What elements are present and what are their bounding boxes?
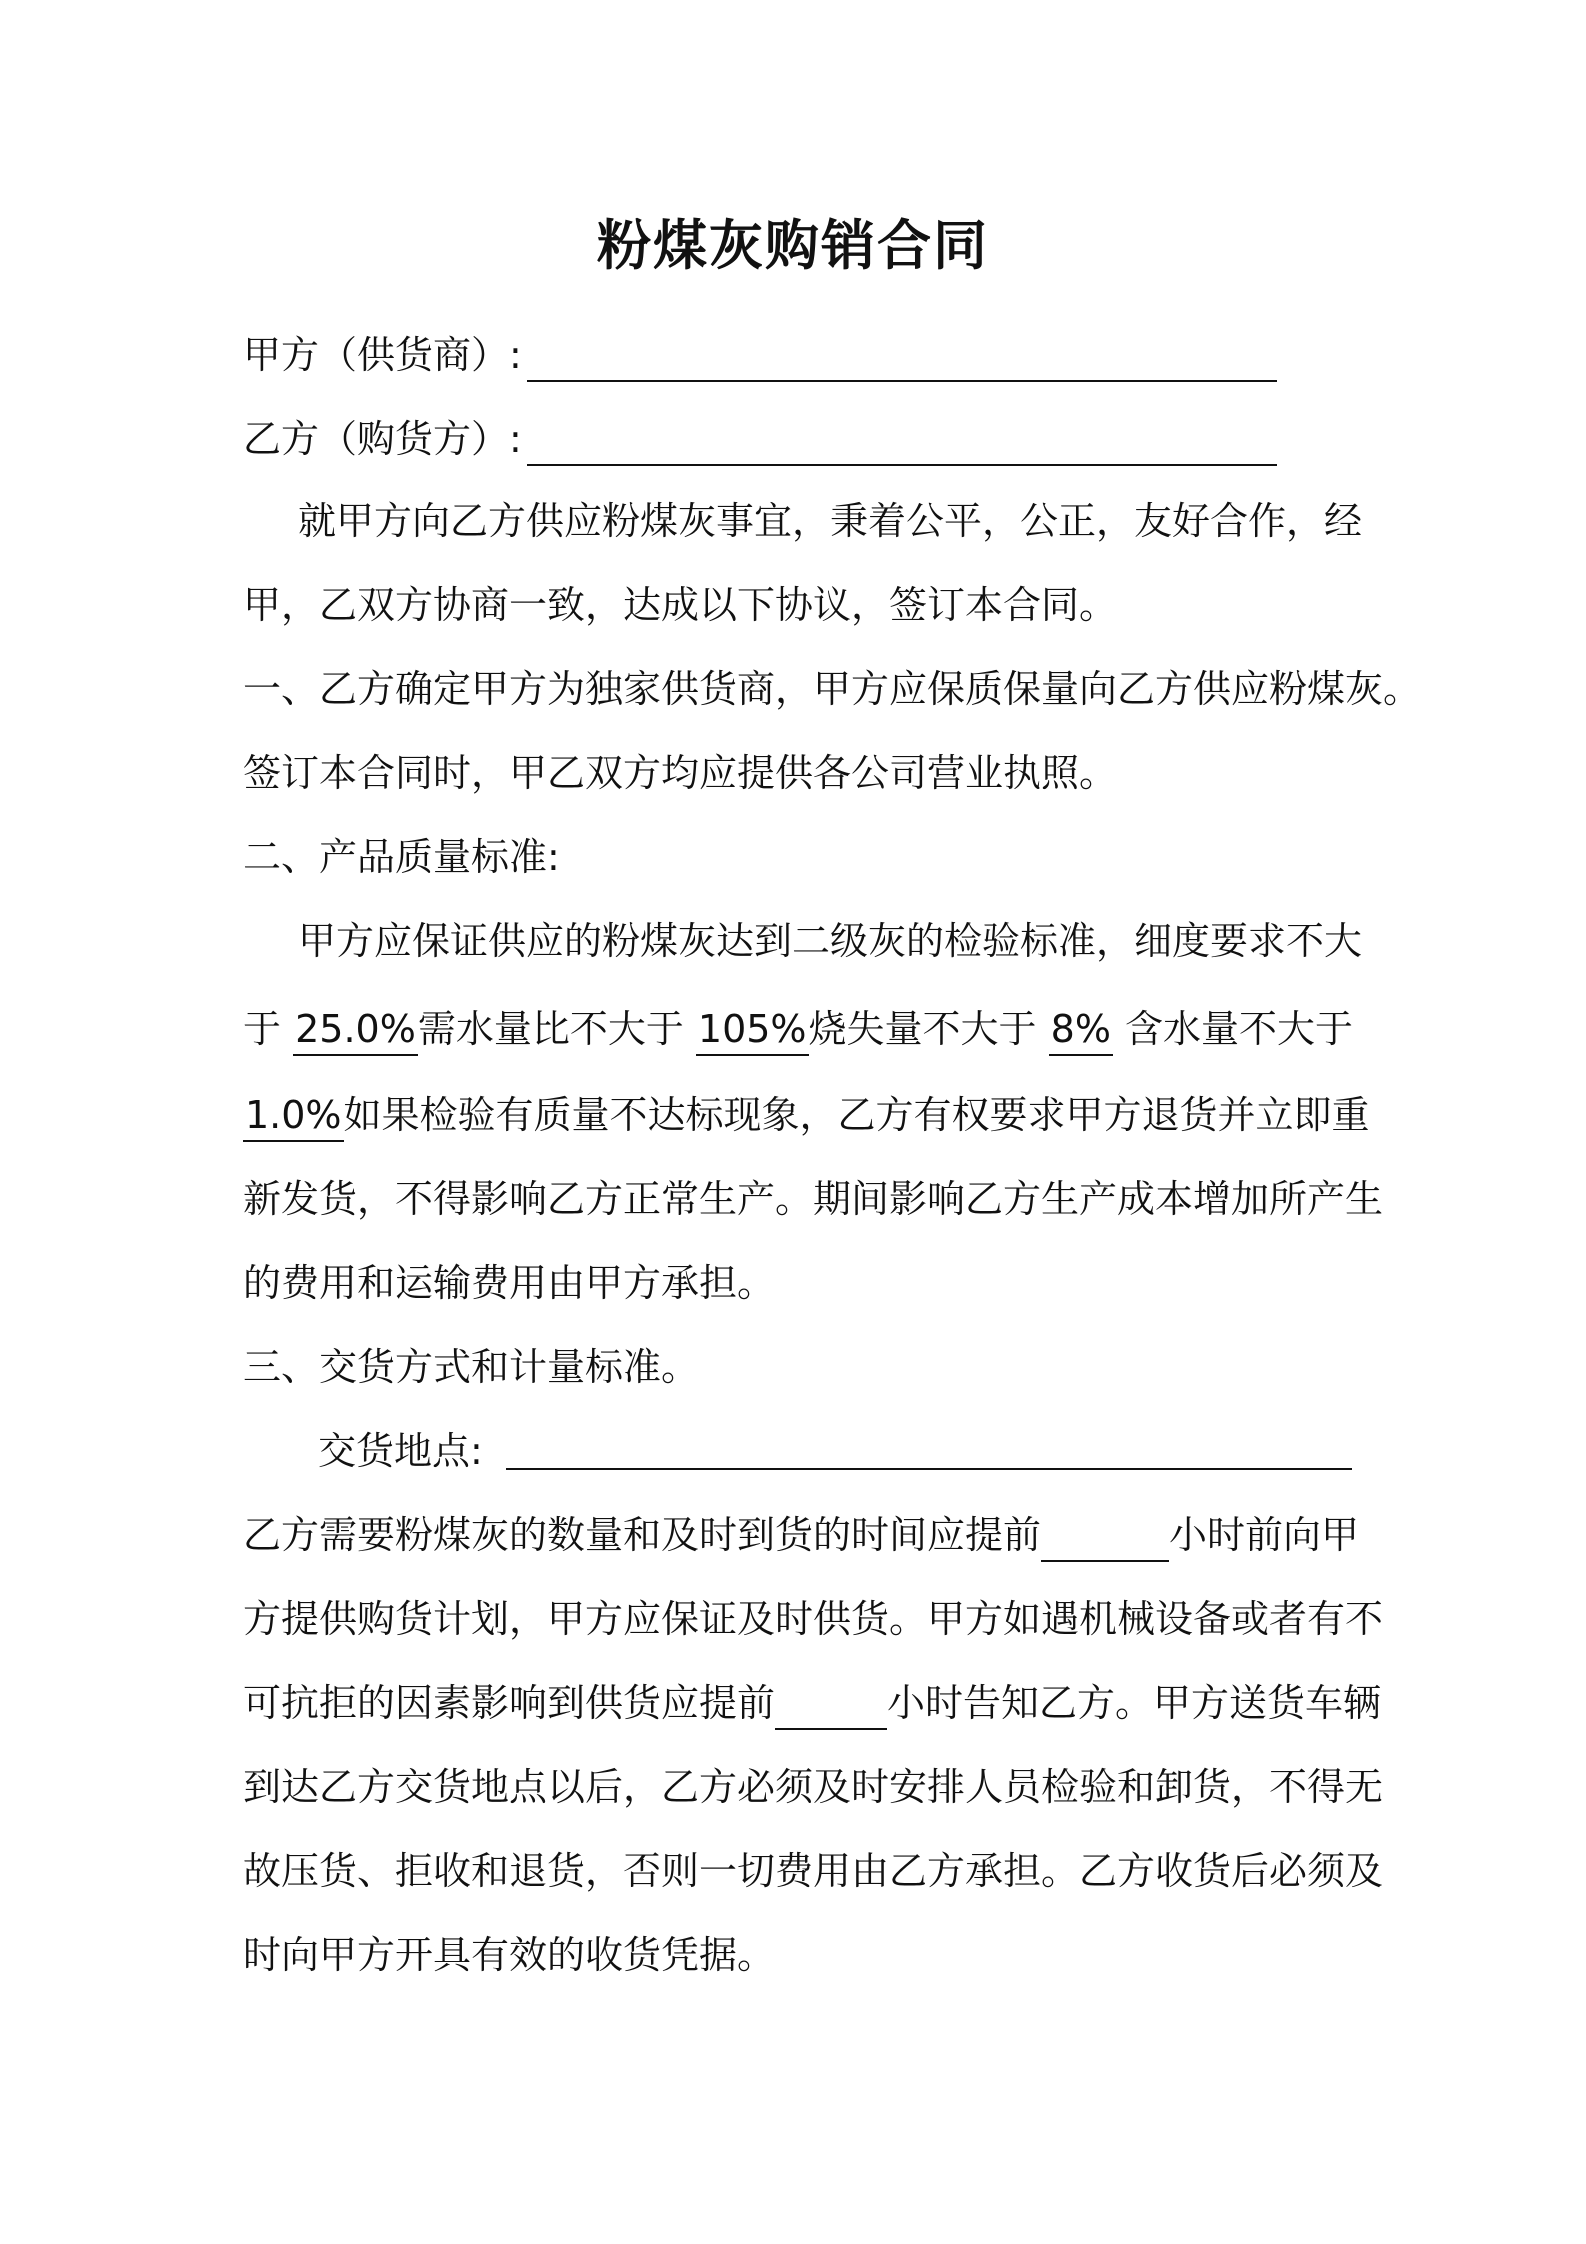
delivery-place-label: 交货地点: — [318, 1429, 483, 1473]
clause-2-line-4: 新发货，不得影响乙方正常生产。期间影响乙方生产成本增加所产生 — [243, 1177, 1384, 1221]
text-segment: 需水量比不大于 — [417, 1007, 696, 1051]
clause-3-line-3 — [243, 1678, 1381, 1728]
loss-on-ignition-value: 8% — [1049, 1004, 1113, 1056]
party-a-label: 甲方（供货商）: — [243, 333, 522, 377]
intro-line-2: 甲，乙双方协商一致，达成以下协议，签订本合同。 — [243, 583, 1118, 627]
text-segment: 于 — [243, 1007, 294, 1051]
clause-3-line-2: 方提供购货计划，甲方应保证及时供货。甲方如遇机械设备或者有不 — [243, 1597, 1384, 1641]
clause-3-heading: 三、交货方式和计量标准。 — [243, 1345, 700, 1389]
party-a-row — [243, 330, 522, 380]
text-segment: 如果检验有质量不达标现象，乙方有权要求甲方退货并立即重 — [343, 1093, 1370, 1137]
clause-3-line-1 — [243, 1510, 1359, 1560]
clause-1-line-1: 一、乙方确定甲方为独家供货商，甲方应保质保量向乙方供应粉煤灰。 — [243, 667, 1422, 711]
text-segment: 烧失量不大于 — [808, 1007, 1049, 1051]
clause-3-line-4: 到达乙方交货地点以后，乙方必须及时安排人员检验和卸货，不得无 — [243, 1765, 1384, 1809]
party-a-fill-line[interactable] — [527, 380, 1277, 382]
text-segment: 乙方需要粉煤灰的数量和及时到货的时间应提前 — [243, 1513, 1042, 1557]
party-b-fill-line[interactable] — [527, 464, 1277, 466]
text-segment: 含水量不大于 — [1112, 1007, 1354, 1051]
text-segment: 小时前向甲 — [1169, 1513, 1360, 1557]
clause-2-line-3 — [243, 1090, 1370, 1140]
intro-line-1: 就甲方向乙方供应粉煤灰事宜，秉着公平，公正，友好合作，经 — [298, 499, 1363, 543]
clause-2-line-2 — [243, 1004, 1353, 1054]
text-segment: 可抗拒的因素影响到供货应提前 — [243, 1681, 776, 1725]
moisture-value: 1.0% — [243, 1090, 344, 1142]
party-b-row — [243, 414, 522, 464]
document-title: 粉煤灰购销合同 — [597, 214, 989, 277]
clause-2-heading: 二、产品质量标准: — [243, 835, 560, 879]
clause-1-line-2: 签订本合同时，甲乙双方均应提供各公司营业执照。 — [243, 751, 1118, 795]
clause-3-line-5: 故压货、拒收和退货，否则一切费用由乙方承担。乙方收货后必须及 — [243, 1849, 1384, 1893]
delivery-place-row — [318, 1426, 483, 1476]
party-b-label: 乙方（购货方）: — [243, 417, 522, 461]
notice-hours-blank[interactable] — [775, 1678, 887, 1730]
water-demand-value: 105% — [696, 1004, 809, 1056]
advance-hours-blank[interactable] — [1041, 1510, 1169, 1562]
clause-2-line-1: 甲方应保证供应的粉煤灰达到二级灰的检验标准，细度要求不大 — [298, 919, 1363, 963]
clause-2-line-5: 的费用和运输费用由甲方承担。 — [243, 1261, 776, 1305]
clause-3-line-6: 时向甲方开具有效的收货凭据。 — [243, 1933, 776, 1977]
text-segment: 小时告知乙方。甲方送货车辆 — [887, 1681, 1382, 1725]
fineness-value: 25.0% — [293, 1004, 418, 1056]
delivery-place-fill-line[interactable] — [506, 1468, 1352, 1470]
